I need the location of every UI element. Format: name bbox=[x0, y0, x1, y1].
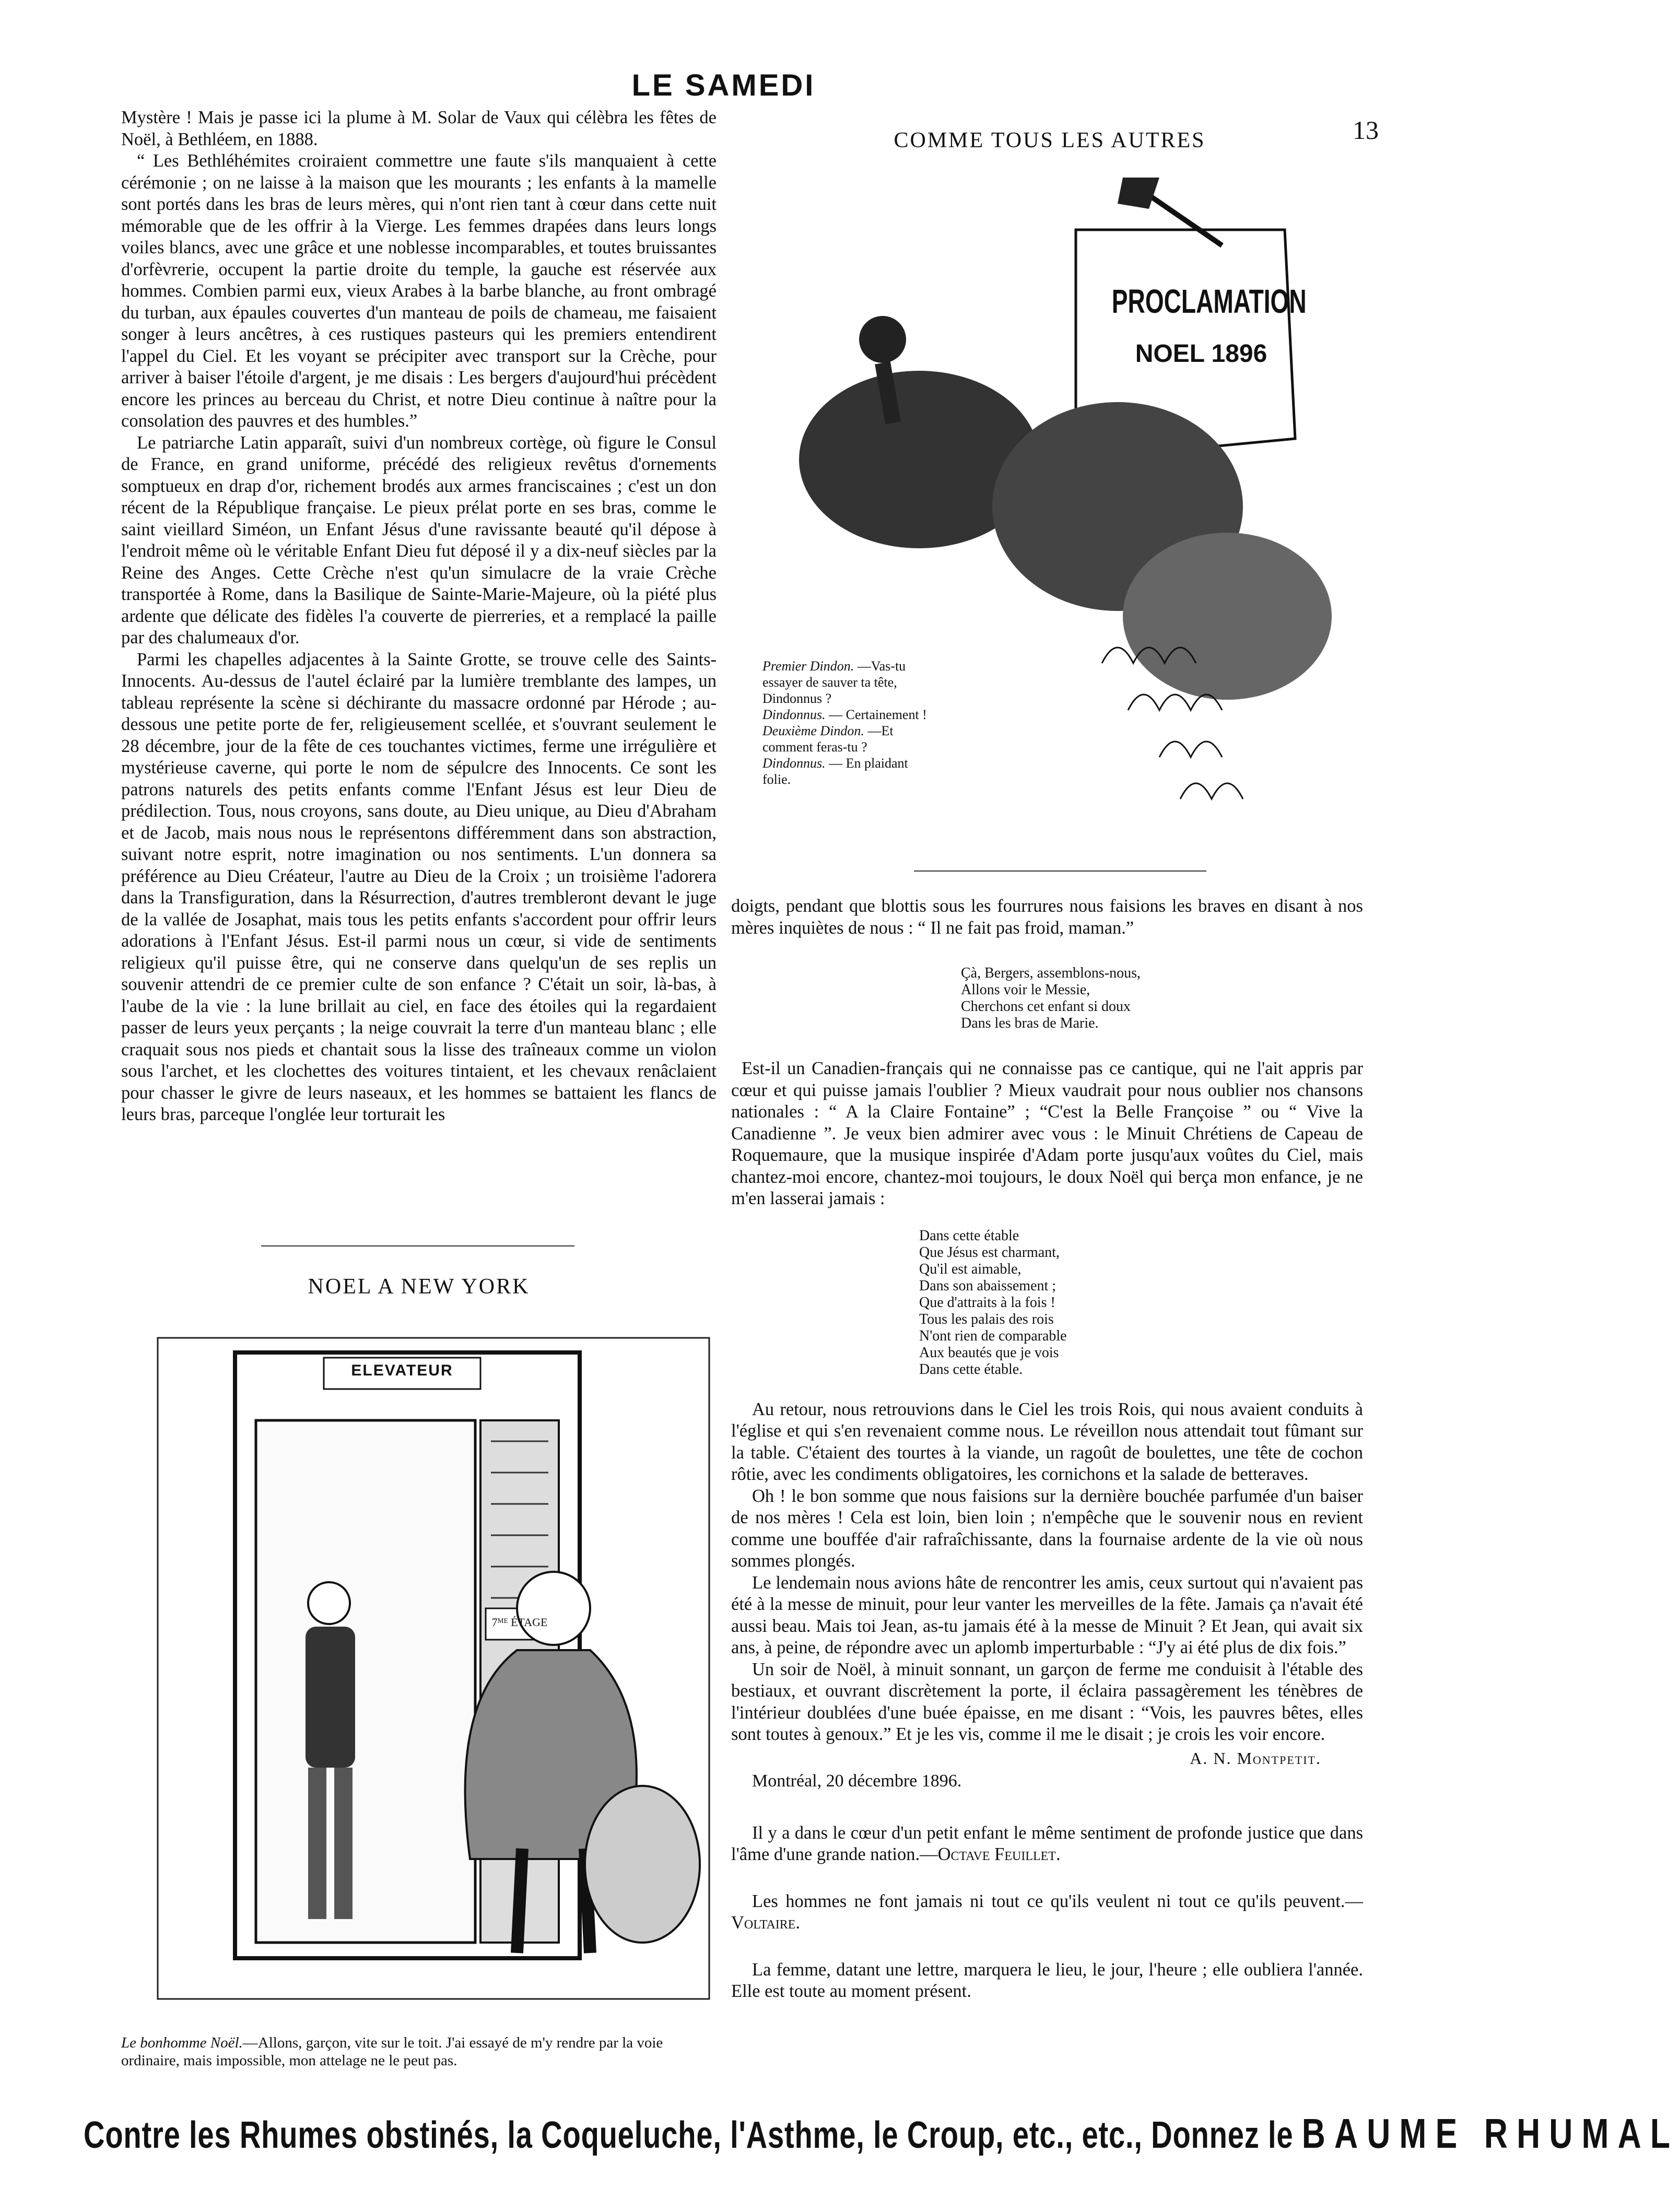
caption-text: —Allons, garçon, vite sur le toit. J'ai essayé de m'y rendre par la voie ordinaire, mais impossible, mon attelage ne le peut pas. bbox=[121, 2034, 663, 2069]
poem-line: Que d'attraits à la fois ! bbox=[919, 1294, 1055, 1311]
santa-elevator-drawing bbox=[157, 1337, 710, 2000]
paragraph: Un soir de Noël, à minuit sonnant, un garçon de ferme me conduisit à l'étable des bestiaux, et ouvrant discrètement la porte, il éclaira passagèrement les ténèbres de l'intérieur doublées d'une buée épaisse, en me disant : “Vois, les pauvres bêtes, elles sont toutes à genoux.” Et je les vis, comme il me le disait ; je crois les voir encore. bbox=[731, 1659, 1363, 1744]
dialogue-line: Dindonnus. — Certainement ! bbox=[762, 707, 927, 722]
signature: A. N. Montpetit. bbox=[1190, 1748, 1321, 1768]
ny-illustration-caption bbox=[121, 2034, 717, 2069]
divider bbox=[261, 1245, 574, 1246]
poem-line: Çà, Bergers, assemblons-nous, bbox=[961, 965, 1141, 981]
poem-line: N'ont rien de comparable bbox=[919, 1327, 1067, 1344]
paragraph: Parmi les chapelles adjacentes à la Sainte Grotte, se trouve celle des Saints-Innocents. Au-dessus de l'autel éclairé par la lumière tremblante des lampes, un tableau représente la scène si déchirante du massacre ordonné par Hérode ; au-dessous une petite porte de fer, religieusement scellée, et s'ouvrant seulement le 28 décembre, jour de la fête de ces touchantes victimes, ferme une irrégulière et mystérieuse caverne, qui porte le nom de sépulcre des Innocents. Ce sont les patrons naturels des petits enfants comme l'Enfant Jésus est leur Dieu de prédilection. Tous, nous croyons, sans doute, au Dieu unique, au Dieu d'Abraham et de Jacob, mais nous nous le représentons différemment dans son abstraction, suivant notre esprit, notre imagination ou nos sentiments. L'un donnera sa préférence au Dieu Créateur, l'autre au Dieu de la Croix ; un troisième l'adorera dans la Transfiguration, dans la Résurrection, d'autres trembleront devant le juge de la vallée de Josaphat, mais tous les petits enfants s'accordent pour offrir leurs adorations à l'Enfant Jésus. Est-il parmi nous un cœur, si vide de sentiments religieux qu'il puisse être, qui ne conserve dans quelqu'un de ses replis un souvenir attendri de ce premier culte de son enfance ? C'était un soir, là-bas, à l'aube de la vie : la lune brillait au ciel, en face des étoiles qui la regardaient passer de leurs yeux perçants ; la neige couvrait la terre d'un manteau blanc ; elle craquait sous nos pieds et chantait sous la lisse des traîneaux comme un violon sous l'archet, et les clochettes des voitures tintaient, et les chevaux renâclaient pour chasser le givre de leurs naseaux, et les hommes se battaient les flancs de leurs bras, parceque l'onglée leur torturait les bbox=[121, 649, 717, 1124]
dialogue-line: Premier Dindon. —Vas-tu essayer de sauver ta tête, Dindonnus ? bbox=[762, 658, 906, 706]
right-column-text bbox=[731, 896, 1363, 2003]
left-column-text bbox=[121, 107, 717, 1126]
poem-line: Allons voir le Messie, bbox=[961, 982, 1090, 998]
proclamation-sign: PROCLAMATION bbox=[1111, 283, 1307, 320]
paragraph: Est-il un Canadien-français qui ne connaisse pas ce cantique, qui ne l'ait appris par cœur et qui puisse jamais l'oublier ? Mieux vaudrait pour nous oublier nos chansons nationales : “ A la Claire Fontaine” ; “C'est la Belle Françoise ” ou “ Vive la Canadienne ”. Je veux bien admirer avec vous : le Minuit Chrétiens de Capeau de Roquemaure, que la musique inspirée d'Adam porte jusqu'aux voûtes du Ciel, mais chantez-moi encore, chantez-moi toujours, le doux Noël qui berça mon enfance, je ne m'en lasserai jamais : bbox=[731, 1058, 1363, 1208]
paragraph: Le patriarche Latin apparaît, suivi d'un nombreux cortège, où figure le Consul de France, en grand uniforme, précédé des religieux revêtus d'ornements somptueux en drap d'or, richement brodés aux armes franciscaines ; c'est un don récent de la République française. Le pieux prélat porte en ses bras, comme le saint vieillard Siméon, un Enfant Jésus d'une ravissante beauté qu'il dépose à l'endroit même où le véritable Enfant Dieu fut déposé il y a dix-neuf siècles par la Reine des Anges. Cette Crèche n'est qu'un simulacre de la vraie Crèche transportée à Rome, dans la Basilique de Sainte-Marie-Majeure, où la piété plus ardente que délicate des fidèles l'a couverte de pierreries, et a remplacé la paille par des chalumeaux d'or. bbox=[121, 432, 717, 648]
turkey-illustration bbox=[762, 167, 1358, 862]
quote-feuillet: Il y a dans le cœur d'un petit enfant le même sentiment de profonde justice que dans l'âme d'une grande nation.—Octave Feuillet. bbox=[731, 1822, 1363, 1864]
quote-author: Octave Feuillet. bbox=[937, 1844, 1061, 1864]
poem-line: Dans cette étable bbox=[919, 1227, 1019, 1244]
divider bbox=[914, 870, 1206, 872]
quote-author: Voltaire. bbox=[731, 1913, 801, 1933]
caption-speaker: Le bonhomme Noël. bbox=[121, 2034, 243, 2051]
poem-line: Dans cette étable. bbox=[919, 1361, 1023, 1378]
page-title: LE SAMEDI bbox=[631, 68, 816, 102]
dateline: Montréal, 20 décembre 1896. bbox=[752, 1771, 962, 1791]
floor-sign: 7ᴹᴱ ÉTAGE bbox=[491, 1616, 548, 1629]
poem-line: Aux beautés que je vois bbox=[919, 1344, 1059, 1361]
paragraph: Mystère ! Mais je passe ici la plume à M. Solar de Vaux qui célèbra les fêtes de Noël, à Bethléem, en 1888. bbox=[121, 108, 717, 149]
ny-illustration-title: NOEL A NEW YORK bbox=[308, 1275, 530, 1299]
turkey-dialogue bbox=[762, 658, 935, 787]
poem-line: Cherchons cet enfant si doux bbox=[961, 998, 1131, 1015]
paragraph: “ Les Bethléhémites croiraient commettre une faute s'ils manquaient à cette cérémonie ; on ne laisse à la maison que les mourants ; les enfants à la mamelle sont portés dans les bras de leurs mères, qui n'ont rien tant à cœur dans cette nuit mémorable que de les offrir à la Vierge. Les femmes drapées dans leurs longs voiles blancs, avec une grâce et une noblesse incomparables, et toutes bruissantes d'orfèvrerie, occupent la partie droite du temple, la gauche est réservée aux hommes. Combien parmi eux, vieux Arabes à la barbe blanche, au front ombragé du turban, aux épaules couvertes d'un manteau de poils de chameau, me faisaient songer à leurs ancêtres, à ces rustiques pasteurs qui les premiers entendirent l'appel du Ciel. Et les voyant se précipiter avec transport sur la Crèche, pour arriver à baiser l'étoile d'argent, je me disais : Les bergers d'aujourd'hui précèdent encore les princes au berceau du Christ, et notre Dieu continue à naître pour la consolation des pauvres et des humbles.” bbox=[121, 151, 717, 431]
turkey-illustration-title: COMME TOUS LES AUTRES bbox=[894, 128, 1206, 152]
paragraph: doigts, pendant que blottis sous les fourrures nous faisions les braves en disant à nos mères inquiètes de nous : “ Il ne fait pas froid, maman.” bbox=[731, 896, 1363, 938]
noel-1896-sign: NOEL 1896 bbox=[1135, 340, 1267, 368]
poem-bergers bbox=[961, 965, 1363, 1032]
poem-line: Que Jésus est charmant, bbox=[919, 1244, 1060, 1261]
paragraph: Oh ! le bon somme que nous faisions sur la dernière bouchée parfumée d'un baiser de nos mères ! Cela est loin, bien loin ; n'empêche que le souvenir nous en revient comme une bouffée d'air rafraîchissante, dans la fournaise ardente de la vie où nous sommes plongés. bbox=[731, 1486, 1363, 1571]
ny-illustration bbox=[157, 1337, 710, 2000]
quote-femme: La femme, datant une lettre, marquera le lieu, le jour, l'heure ; elle oubliera l'année. Elle est toute au moment présent. bbox=[731, 1959, 1363, 2001]
ad-brand: BAUME RHUMAL bbox=[1301, 2110, 1679, 2157]
quote-voltaire: Les hommes ne font jamais ni tout ce qu'ils veulent ni tout ce qu'ils peuvent.—Voltaire. bbox=[731, 1891, 1363, 1933]
ad-text: Contre les Rhumes obstinés, la Coqueluche, l'Asthme, le Croup, etc., etc., Donnez le bbox=[84, 2114, 1294, 2156]
elevator-sign: ELEVATEUR bbox=[351, 1362, 453, 1379]
poem-line: Dans les bras de Marie. bbox=[961, 1015, 1099, 1031]
dialogue-line: Deuxième Dindon. —Et comment feras-tu ? bbox=[762, 723, 894, 755]
footer-advertisement bbox=[84, 2110, 1679, 2158]
poem-line: Dans son abaissement ; bbox=[919, 1277, 1056, 1294]
paragraph: Au retour, nous retrouvions dans le Ciel les trois Rois, qui nous avaient conduits à l'église et qui s'en revenaient comme nous. Le réveillon nous attendait tout fûmant sur la table. C'étaient des tourtes à la viande, un ragoût de boulettes, une tête de cochon rôtie, avec les condiments obligatoires, les cornichons et la salade de betteraves. bbox=[731, 1399, 1363, 1484]
page-number: 13 bbox=[1353, 115, 1379, 145]
poem-line: Qu'il est aimable, bbox=[919, 1261, 1022, 1277]
poem-etable bbox=[919, 1228, 1363, 1378]
poem-line: Tous les palais des rois bbox=[919, 1311, 1054, 1327]
dialogue-line: Dindonnus. — En plaidant folie. bbox=[762, 756, 908, 787]
paragraph: Le lendemain nous avions hâte de rencontrer les amis, ceux surtout qui n'avaient pas été à la messe de minuit, pour leur vanter les merveilles de la fête. Jamais ça n'avait été aussi beau. Mais toi Jean, as-tu jamais été à la messe de Minuit ? Et Jean, qui avait six ans, à peine, de répondre avec un aplomb imperturbable : “J'y ai été plus de dix fois.” bbox=[731, 1572, 1363, 1657]
